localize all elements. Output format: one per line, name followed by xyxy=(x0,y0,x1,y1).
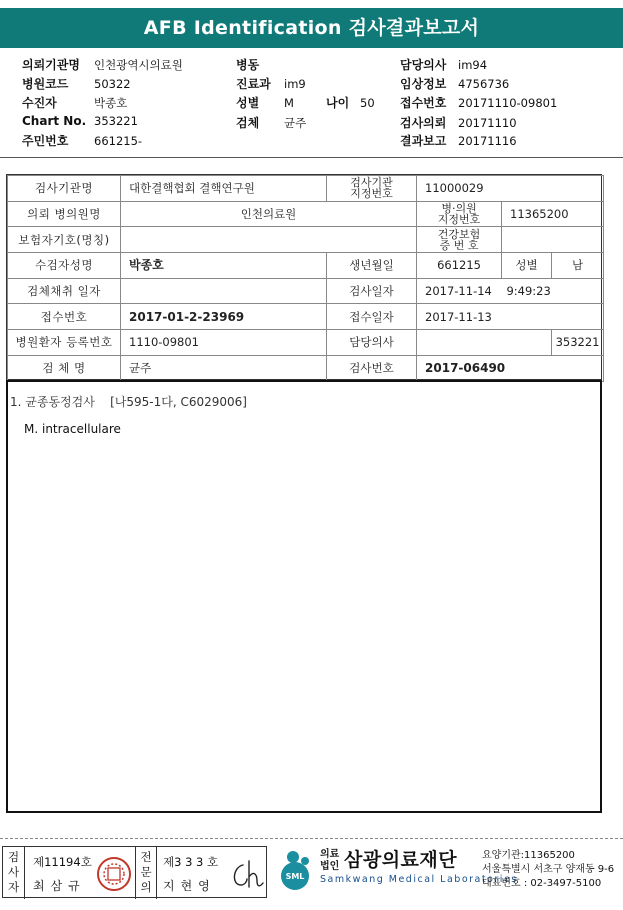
header-field-doctor: 담당의사 im94 xyxy=(400,58,488,72)
header-field-institution: 의뢰기관명 인천광역시의료원 xyxy=(22,58,183,72)
header-field-chart-no: Chart No. 353221 xyxy=(22,114,138,128)
specialist-license: 제3 3 3 호 xyxy=(163,855,219,869)
table-row xyxy=(8,253,604,279)
table-row xyxy=(8,278,604,304)
patient-name-value: 박종호 xyxy=(121,253,327,279)
registration-number-label: 병원환자 등록번호 xyxy=(8,330,121,356)
doctor-label: 담당의사 xyxy=(327,330,417,356)
report-header xyxy=(0,52,623,152)
institution-code-value: 11000029 xyxy=(417,176,604,202)
insurance-no-value xyxy=(502,227,604,253)
receipt-date-label: 접수일자 xyxy=(327,304,417,330)
test-item xyxy=(10,393,247,410)
sml-logo-text: SML xyxy=(285,872,305,881)
receipt-number-value: 2017-01-2-23969 xyxy=(121,304,327,330)
requesting-hospital-value: 인천의료원 xyxy=(121,201,417,227)
test-code: [나595-1다, C6029006] xyxy=(110,395,247,409)
info-table xyxy=(6,174,602,380)
specialist-name: 지현영 xyxy=(163,879,216,893)
header-field-age: 나이 50 xyxy=(326,96,375,110)
specimen-value: 균주 xyxy=(121,355,327,381)
org-phone: 대표번호 : 02-3497-5100 xyxy=(482,878,602,889)
specimen-label: 검 체 명 xyxy=(8,355,121,381)
header-field-sex: 성별 M xyxy=(236,96,294,110)
receipt-date-value: 2017-11-13 xyxy=(417,304,604,330)
institution-value: 대한결핵협회 결핵연구원 xyxy=(121,176,327,202)
sex-value: 남 xyxy=(552,253,604,279)
insurer-value xyxy=(121,227,417,253)
test-date-value: 2017-11-14 9:49:23 xyxy=(417,278,604,304)
requesting-hospital-label: 의뢰 병의원명 xyxy=(8,201,121,227)
organism-result: M. intracellulare xyxy=(24,422,121,436)
collection-date-value xyxy=(121,278,327,304)
header-field-department: 진료과 im9 xyxy=(236,77,306,91)
sml-footer xyxy=(272,846,623,902)
org-name: 삼광의료재단 xyxy=(344,849,458,871)
institution-label: 검사기관명 xyxy=(8,176,121,202)
header-field-request-date: 검사의뢰 20171110 xyxy=(400,116,517,130)
header-field-clinical-info: 임상정보 4756736 xyxy=(400,77,510,91)
table-row xyxy=(8,176,604,202)
department-value: 353221 xyxy=(552,330,604,356)
test-number-value: 2017-06490 xyxy=(417,355,604,381)
birth-date-value: 661215 xyxy=(417,253,502,279)
header-field-patient: 수진자 박종호 xyxy=(22,96,128,110)
org-type: 의료 법인 xyxy=(320,849,340,872)
result-section xyxy=(6,380,602,813)
specialist-label: 전문의 xyxy=(135,847,157,899)
header-divider xyxy=(0,157,623,158)
birth-date-label: 생년월일 xyxy=(327,253,417,279)
org-code: 요양기관:11365200 xyxy=(482,850,575,861)
test-name: 1. 균종동정검사 xyxy=(10,395,95,409)
header-field-report-date: 결과보고 20171116 xyxy=(400,134,517,148)
institution-code-label: 검사기관 지정번호 xyxy=(327,176,417,202)
header-field-receipt-no: 접수번호 20171110-09801 xyxy=(400,96,558,110)
tester-label: 검사자 xyxy=(3,847,25,899)
insurance-no-label: 건강보험 증 번 호 xyxy=(417,227,502,253)
doctor-value xyxy=(417,330,552,356)
report-title: AFB Identification 검사결과보고서 xyxy=(0,8,623,48)
test-number-label: 검사번호 xyxy=(327,355,417,381)
header-field-hospital-code: 병원코드 50322 xyxy=(22,77,131,91)
test-date-label: 검사일자 xyxy=(327,278,417,304)
sex-label: 성별 xyxy=(502,253,552,279)
collection-date-label: 검체채취 일자 xyxy=(8,278,121,304)
hospital-code-label: 병·의원 지정번호 xyxy=(417,201,502,227)
insurer-label: 보험자기호(명칭) xyxy=(8,227,121,253)
table-row xyxy=(8,201,604,227)
table-row xyxy=(8,355,604,381)
header-field-ward: 병동 xyxy=(236,58,260,72)
org-address: 서울특별시 서초구 양재동 9-6 xyxy=(482,864,615,875)
header-field-specimen: 검체 균주 xyxy=(236,116,307,130)
signature-icon xyxy=(227,857,265,893)
header-field-resident-no: 주민번호 661215- xyxy=(22,134,143,148)
sml-logo-icon xyxy=(272,848,318,894)
tester-seal-icon xyxy=(95,855,133,893)
tester-name: 최삼규 xyxy=(33,879,86,893)
patient-name-label: 수검자성명 xyxy=(8,253,121,279)
table-row xyxy=(8,330,604,356)
hospital-code-value: 11365200 xyxy=(502,201,604,227)
table-row xyxy=(8,227,604,253)
org-english-name: Samkwang Medical Laboratories xyxy=(320,874,518,885)
tester-license: 제11194호 xyxy=(33,855,92,869)
registration-number-value: 1110-09801 xyxy=(121,330,327,356)
receipt-number-label: 접수번호 xyxy=(8,304,121,330)
table-row xyxy=(8,304,604,330)
signature-box xyxy=(2,846,267,898)
footer-divider xyxy=(0,838,623,839)
